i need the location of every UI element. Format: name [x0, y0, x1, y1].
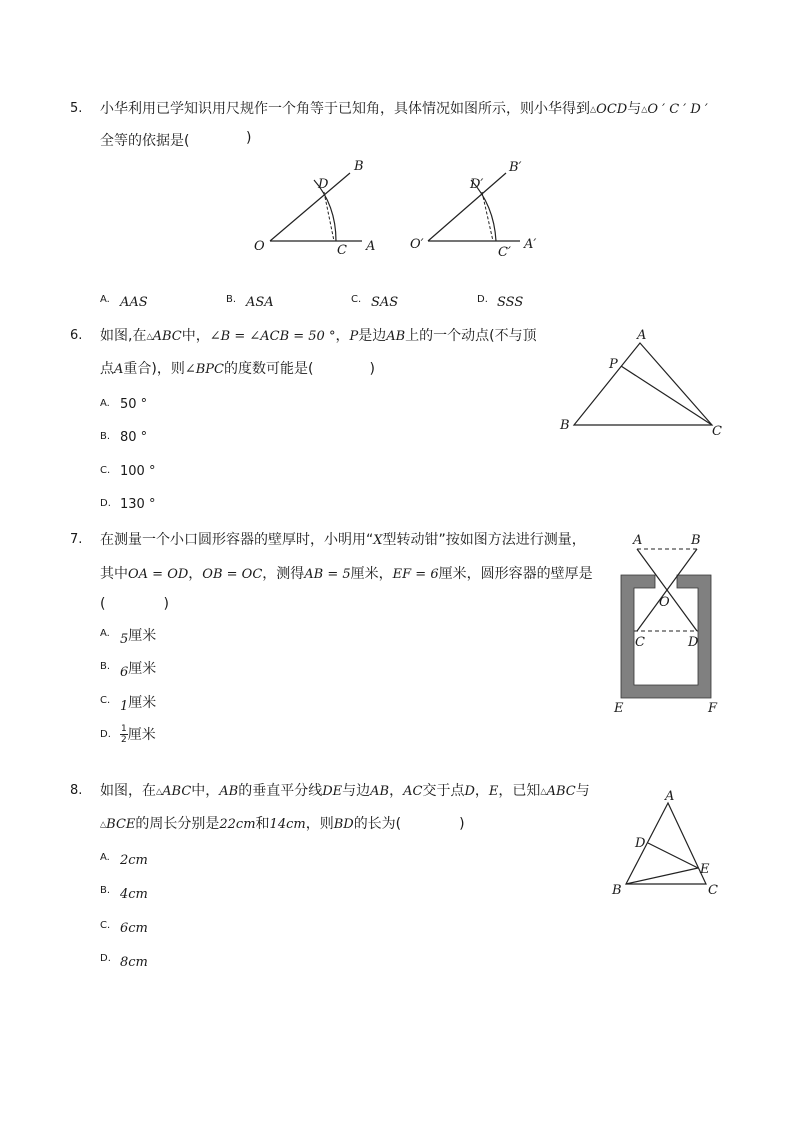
q8-number: 8.: [70, 783, 83, 798]
q5-line2: 全等的依据是(: [100, 133, 190, 149]
q7-opt-a-letter: A.: [100, 628, 110, 639]
q5-label-D-prime: D′: [470, 177, 484, 192]
q8-opt-d-value[interactable]: 8cm: [120, 955, 148, 970]
q8-label-E: E: [700, 862, 710, 877]
q7-opt-c-letter: C.: [100, 695, 111, 706]
q5-label-D: D: [318, 177, 329, 192]
q8-opt-c-letter: C.: [100, 920, 111, 931]
q6-opt-b-value[interactable]: 80 °: [120, 430, 148, 445]
q8-opt-d-letter: D.: [100, 953, 111, 964]
q7-opt-d-value[interactable]: $\frac{1}{2}$ 厘米: [121, 724, 156, 745]
q7-label-C: C: [635, 635, 645, 650]
q5-label-A-prime: A′: [524, 237, 537, 252]
q5-label-C-prime: C′: [498, 245, 511, 260]
q8-opt-a-letter: A.: [100, 852, 110, 863]
q7-opt-a-value[interactable]: 5厘米: [120, 628, 157, 647]
q6-label-C: C: [712, 424, 722, 439]
q6-opt-a-letter: A.: [100, 398, 110, 409]
q5-opt-b-value[interactable]: ASA: [246, 295, 274, 310]
q6-opt-d-letter: D.: [100, 498, 111, 509]
q7-opt-b-value[interactable]: 6厘米: [120, 661, 157, 680]
q6-number: 6.: [70, 328, 83, 343]
q7-label-A: A: [633, 533, 643, 548]
q6-opt-c-value[interactable]: 100 °: [120, 464, 156, 479]
q5-line1: 小华利用已学知识用尺规作一个角等于已知角，具体情况如图所示，则小华得到△OCD与△O ′ C ′ D ′: [100, 101, 708, 117]
q7-line2: 其中OA = OD，OB = OC，测得AB = 5厘米，EF = 6厘米，圆形容器的壁厚是: [100, 566, 593, 582]
q6-opt-a-value[interactable]: 50 °: [120, 397, 148, 412]
q5-opt-b-letter: B.: [226, 294, 237, 305]
q7-label-D: D: [688, 635, 699, 650]
q8-label-C: C: [708, 883, 718, 898]
q6-line2: 点A重合)，则∠BPC的度数可能是( ): [100, 361, 375, 377]
q5-label-B-prime: B′: [509, 160, 522, 175]
q7-opt-d-letter: D.: [100, 729, 111, 740]
q5-tri1: OCD: [596, 102, 628, 117]
q8-opt-b-value[interactable]: 4cm: [120, 887, 148, 902]
q8-segment-BE: [626, 868, 698, 884]
q6-label-B: B: [560, 418, 570, 433]
q5-label-O-prime: O′: [410, 237, 424, 252]
q6-opt-d-value[interactable]: 130 °: [120, 497, 156, 512]
q6-label-P: P: [609, 357, 618, 372]
q5-number: 5.: [70, 101, 83, 116]
q5-label-O: O: [254, 239, 265, 254]
q7-label-F: F: [708, 701, 718, 716]
q6-line1: 如图,在△ABC中，∠B = ∠ACB = 50 °，P是边AB上的一个动点(不与顶: [100, 328, 537, 344]
q6-opt-c-letter: C.: [100, 465, 111, 476]
q5-opt-d-value[interactable]: SSS: [497, 295, 524, 310]
q5-opt-c-value[interactable]: SAS: [371, 295, 399, 310]
q8-opt-c-value[interactable]: 6cm: [120, 921, 148, 936]
q8-line1: 如图，在△ABC中，AB的垂直平分线DE与边AB，AC交于点D，E，已知△ABC与: [100, 783, 590, 799]
q7-opt-c-value[interactable]: 1厘米: [120, 695, 157, 714]
q5-label-C: C: [337, 243, 347, 258]
q7-label-B: B: [691, 533, 701, 548]
q8-opt-b-letter: B.: [100, 885, 111, 896]
q7-fraction: $\frac{1}{2}$: [121, 724, 127, 745]
q5-opt-c-letter: C.: [351, 294, 362, 305]
q5-label-B: B: [354, 159, 364, 174]
q7-opt-b-letter: B.: [100, 661, 111, 672]
q8-label-D: D: [635, 836, 646, 851]
q5-label-A: A: [366, 239, 376, 254]
q7-line3: ( ): [100, 596, 169, 612]
q8-label-A: A: [665, 789, 675, 804]
q7-line1: 在测量一个小口圆形容器的壁厚时，小明用“X型转动钳”按如图方法进行测量，: [100, 532, 586, 548]
q7-number: 7.: [70, 532, 83, 547]
q5-tri2: O ′ C ′ D ′: [647, 102, 708, 117]
q7-label-O: O: [659, 595, 670, 610]
q5-opt-a-letter: A.: [100, 294, 110, 305]
q6-opt-b-letter: B.: [100, 431, 111, 442]
q8-line2: △BCE的周长分别是22cm和14cm，则BD的长为( ): [100, 816, 465, 832]
q5-opt-a-value[interactable]: AAS: [120, 295, 148, 310]
q6-label-A: A: [637, 328, 647, 343]
q5-paren-close: ): [246, 130, 252, 146]
q7-label-E: E: [614, 701, 624, 716]
q8-segment-DE: [648, 843, 698, 868]
q6-condition: ∠B = ∠ACB = 50 °: [209, 329, 336, 344]
q5-opt-d-letter: D.: [477, 294, 488, 305]
q8-opt-a-value[interactable]: 2cm: [120, 853, 148, 868]
q8-label-B: B: [612, 883, 622, 898]
